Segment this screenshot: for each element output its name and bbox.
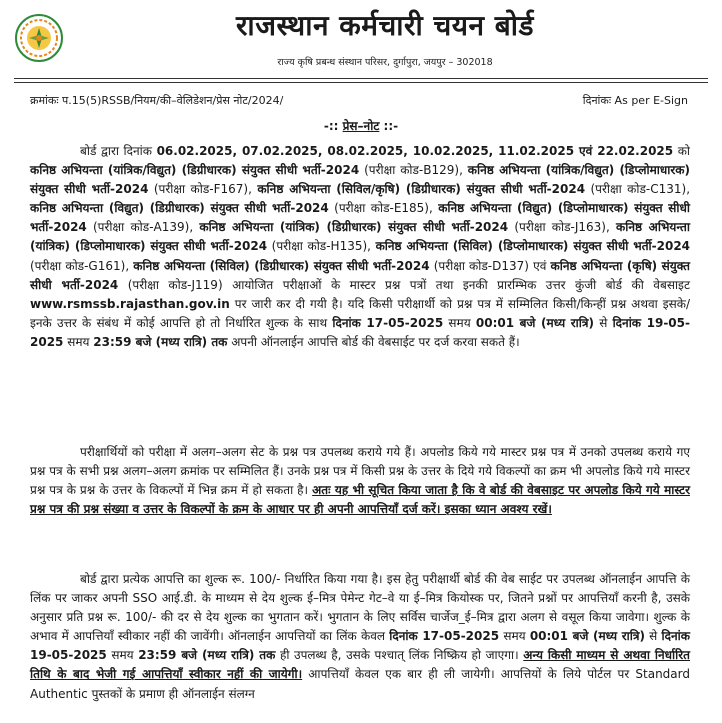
important-notice: अतः यह भी सूचित किया जाता है कि वे बोर्ड की वेबसाइट पर अपलोड किये गये मास्टर प्रश्न पत्र की प्रश्न संख्या व उत्तर के विकल्पों के क्रम के आधार पर ही अपनी आपत्तियाँ दर्ज करें। इसका ध्यान अवश्य रखें। bbox=[30, 483, 690, 517]
page-title: राजस्थान कर्मचारी चयन बोर्ड bbox=[235, 9, 534, 42]
website-link[interactable]: www.rsmssb.rajasthan.gov.in bbox=[30, 296, 230, 311]
header-divider-thin bbox=[14, 82, 708, 83]
rsmssb-logo-icon bbox=[14, 13, 64, 63]
document-date: दिनांकः As per E-Sign bbox=[582, 94, 688, 107]
office-address: राज्य कृषि प्रबन्ध संस्थान परिसर, दुर्गापुरा, जयपुर – 302018 bbox=[277, 57, 493, 68]
reference-number: क्रमांकः प.15(5)RSSB/नियम/की–वेलिडेशन/प्रेस नोट/2024/ bbox=[30, 94, 284, 107]
paragraph-question-sets: परीक्षार्थियों को परीक्षा में अलग–अलग सेट के प्रश्न पत्र उपलब्ध कराये गये हैं। अपलोड किये गये मास्टर प्रश्न पत्र में उनको उपलब्ध कराये गए प्रश्न पत्र के सभी प्रश्न अलग–अलग क्रमांक पर सम्मिलित हैं। उनके प्रश्न पत्र में किसी प्रश्न के उत्तर के दिये गये विकल्पों का क्रम भी अपलोड किये गये मास्टर प्रश्न पत्र के प्रश्न के उत्तर के विकल्पों में भिन्न क्रम में हो सकता है। अतः यह भी सूचित किया जाता है कि वे बोर्ड की वेबसाइट पर अपलोड किये गये मास्टर प्रश्न पत्र की प्रश्न संख्या व उत्तर के विकल्पों के क्रम के आधार पर ही अपनी आपत्तियाँ दर्ज करें। इसका ध्यान अवश्य रखें। bbox=[30, 445, 690, 517]
paragraph-objection-fee: बोर्ड द्वारा प्रत्येक आपत्ति का शुल्क रू. 100/- निर्धारित किया गया है। इस हेतु परीक्षार्थी बोर्ड की वेब साईट पर उपलब्ध ऑनलाईन आपत्ति के लिंक पर जाकर अपनी SSO आई.डी. के माध्यम से देय शुल्क ई–मित्र पेमेन्ट गेट–वे या ई–मित्र कियोस्क पर, जितने प्रश्नों पर आपत्तियाँ करनी है, उसके अनुसार प्रति प्रश्न रू. 100/- की दर से देय शुल्क का भुगतान करें। भुगतान के लिए सर्विस चार्जेज_ई–मित्र द्वारा अलग से वसूल किया जावेगा। शुल्क के अभाव में आपत्तियाँ स्वीकार नहीं की जावेंगी। ऑनलाईन आपत्तियों का लिंक केवल दिनांक 17-05-2025 समय 00:01 बजे (मध्य रात्रि) से दिनांक 19-05-2025 समय 23:59 बजे (मध्य रात्रि) तक ही उपलब्ध है, उसके पश्चात् लिंक निष्क्रिय हो जाएगा। अन्य किसी माध्यम से अथवा निर्धारित तिथि के बाद भेजी गई आपत्तियाँ स्वीकार नहीं की जायेगी। आपत्तियाँ केवल एक बार ही ली जायेगी। आपत्तियों के लिये पोर्टल पर Standard Authentic पुस्तकों के प्रमाण ही ऑनलाईन संलग्न bbox=[30, 572, 691, 701]
paragraph-exam-details: बोर्ड द्वारा दिनांक 06.02.2025, 07.02.2025, 08.02.2025, 10.02.2025, 11.02.2025 एवं 22.02.2025 को कनिष्ठ अभियन्ता (यांत्रिक/विद्युत) (डिग्रीधारक) संयुक्त सीधी भर्ती-2024 (परीक्षा कोड-B129), कनिष्ठ अभियन्ता (यांत्रिक/विद्युत) (डिप्लोमाधारक) संयुक्त सीधी भर्ती-2024 (परीक्षा कोड-F167), कनिष्ठ अभियन्ता (सिविल/कृषि) (डिग्रीधारक) संयुक्त सीधी भर्ती-2024 (परीक्षा कोड-C131), कनिष्ठ अभियन्ता (विद्युत) (डिग्रीधारक) संयुक्त सीधी भर्ती-2024 (परीक्षा कोड-E185), कनिष्ठ अभियन्ता (विद्युत) (डिप्लोमाधारक) संयुक्त सीधी भर्ती-2024 (परीक्षा कोड-A139), कनिष्ठ अभियन्ता (यांत्रिक) (डिग्रीधारक) संयुक्त सीधी भर्ती-2024 (परीक्षा कोड-J163), कनिष्ठ अभियन्ता (यांत्रिक) (डिप्लोमाधारक) संयुक्त सीधी भर्ती-2024 (परीक्षा कोड-H135), कनिष्ठ अभियन्ता (सिविल) (डिप्लोमाधारक) संयुक्त सीधी भर्ती-2024 (परीक्षा कोड-G161), कनिष्ठ अभियन्ता (सिविल) (डिग्रीधारक) संयुक्त सीधी भर्ती-2024 (परीक्षा कोड-D137) एवं कनिष्ठ अभियन्ता (कृषि) संयुक्त सीधी भर्ती-2024 (परीक्षा कोड-J119) आयोजित परीक्षाओं के मास्टर प्रश्न पत्रों तथा इनकी प्रारम्भिक उत्तर कुंजी बोर्ड की वेबसाइट www.rsmssb.rajasthan.gov.in पर जारी कर दी गयी है। यदि किसी परीक्षार्थी को प्रश्न पत्र में सम्मिलित किसी/किन्हीं प्रश्न अथवा इसके/इनके उत्तर के संबंध में कोई आपत्ति हो तो निर्धारित शुल्क के साथ दिनांक 17-05-2025 समय 00:01 बजे (मध्य रात्रि) से दिनांक 19-05-2025 समय 23:59 बजे (मध्य रात्रि) तक अपनी ऑनलाईन आपत्ति बोर्ड की वेबसाईट पर दर्ज करवा सकते हैं। bbox=[30, 144, 691, 349]
header-divider bbox=[14, 78, 708, 79]
objection-deadline-notice: अन्य किसी माध्यम से अथवा निर्धारित तिथि के बाद भेजी गई आपत्तियाँ स्वीकार नहीं की जायेगी। bbox=[30, 648, 691, 682]
press-note-heading: -:: प्रेस–नोट ::- bbox=[323, 119, 399, 133]
